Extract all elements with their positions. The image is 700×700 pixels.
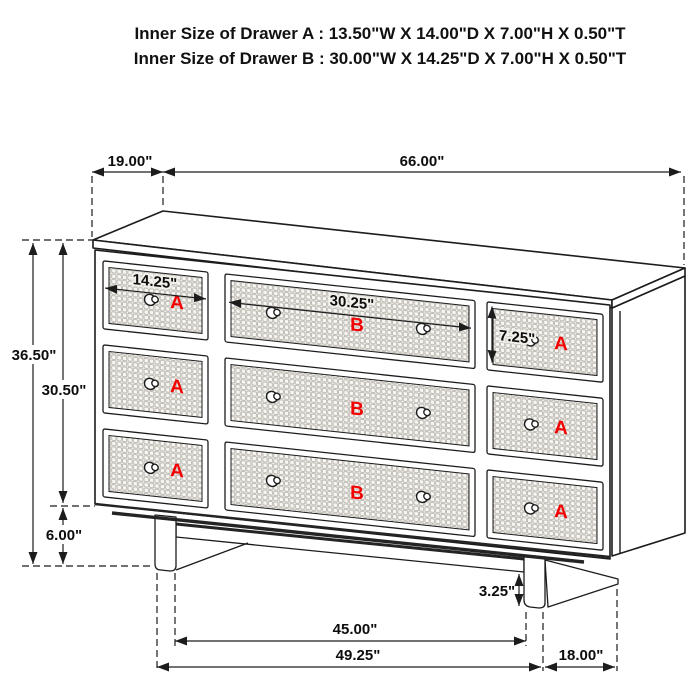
drawer-b-width-label: 30.25": [329, 292, 375, 314]
overall-height-label: 36.50": [11, 347, 57, 364]
top-depth-label: 19.00": [107, 153, 153, 170]
dim-base-recess: [479, 574, 519, 606]
dim-body-height: [39, 243, 90, 503]
drawer-letter-a: A: [554, 333, 568, 356]
overall-width-label: 66.00": [399, 153, 445, 170]
base-right-side: [545, 560, 618, 607]
drawer-a-left-middle: [103, 345, 208, 424]
side-leg-depth-label: 18.00": [558, 647, 604, 664]
base-recess-label: 3.25": [478, 583, 516, 600]
dresser-side-panel: [612, 276, 685, 556]
dim-overall-width: [163, 153, 681, 172]
drawer-a-left-bottom: [103, 429, 208, 508]
drawer-letter-b: B: [350, 314, 364, 337]
drawer-letter-a: A: [170, 376, 184, 399]
drawer-b-spec-line: Inner Size of Drawer B : 30.00"W X 14.25"D X 7.00"H X 0.50"T: [133, 49, 627, 68]
drawer-letter-a: A: [554, 501, 568, 524]
drawer-a-spec-line: Inner Size of Drawer A : 13.50"W X 14.00"D X 7.00"H X 0.50"T: [134, 24, 626, 43]
drawer-letter-a: A: [554, 417, 568, 440]
dim-side-leg-depth: [545, 647, 615, 667]
drawer-a-right-middle: [487, 386, 603, 466]
body-height-label: 30.50": [41, 382, 87, 399]
drawer-letter-a: A: [170, 292, 184, 315]
leg-height-label: 6.00": [45, 527, 83, 544]
drawer-letter-b: B: [350, 398, 364, 421]
left-leg: [155, 515, 176, 571]
drawer-a-width-label: 14.25": [132, 271, 178, 293]
drawer-height-label: 7.25": [499, 327, 536, 349]
dim-overall-height: [11, 243, 58, 564]
dim-top-depth: [92, 153, 163, 172]
drawer-letter-b: B: [350, 482, 364, 505]
leg-inner-span-label: 45.00": [332, 621, 378, 638]
drawer-letter-a: A: [170, 460, 184, 483]
leg-outer-span-label: 49.25": [335, 647, 381, 664]
side-panel: [612, 276, 685, 556]
dim-leg-outer-span: [157, 647, 541, 667]
dim-leg-inner-span: [175, 621, 526, 641]
dim-leg-height: [41, 508, 87, 564]
right-leg: [524, 555, 545, 608]
drawer-a-right-bottom: [487, 470, 603, 550]
base-left-diagonal: [176, 543, 248, 570]
